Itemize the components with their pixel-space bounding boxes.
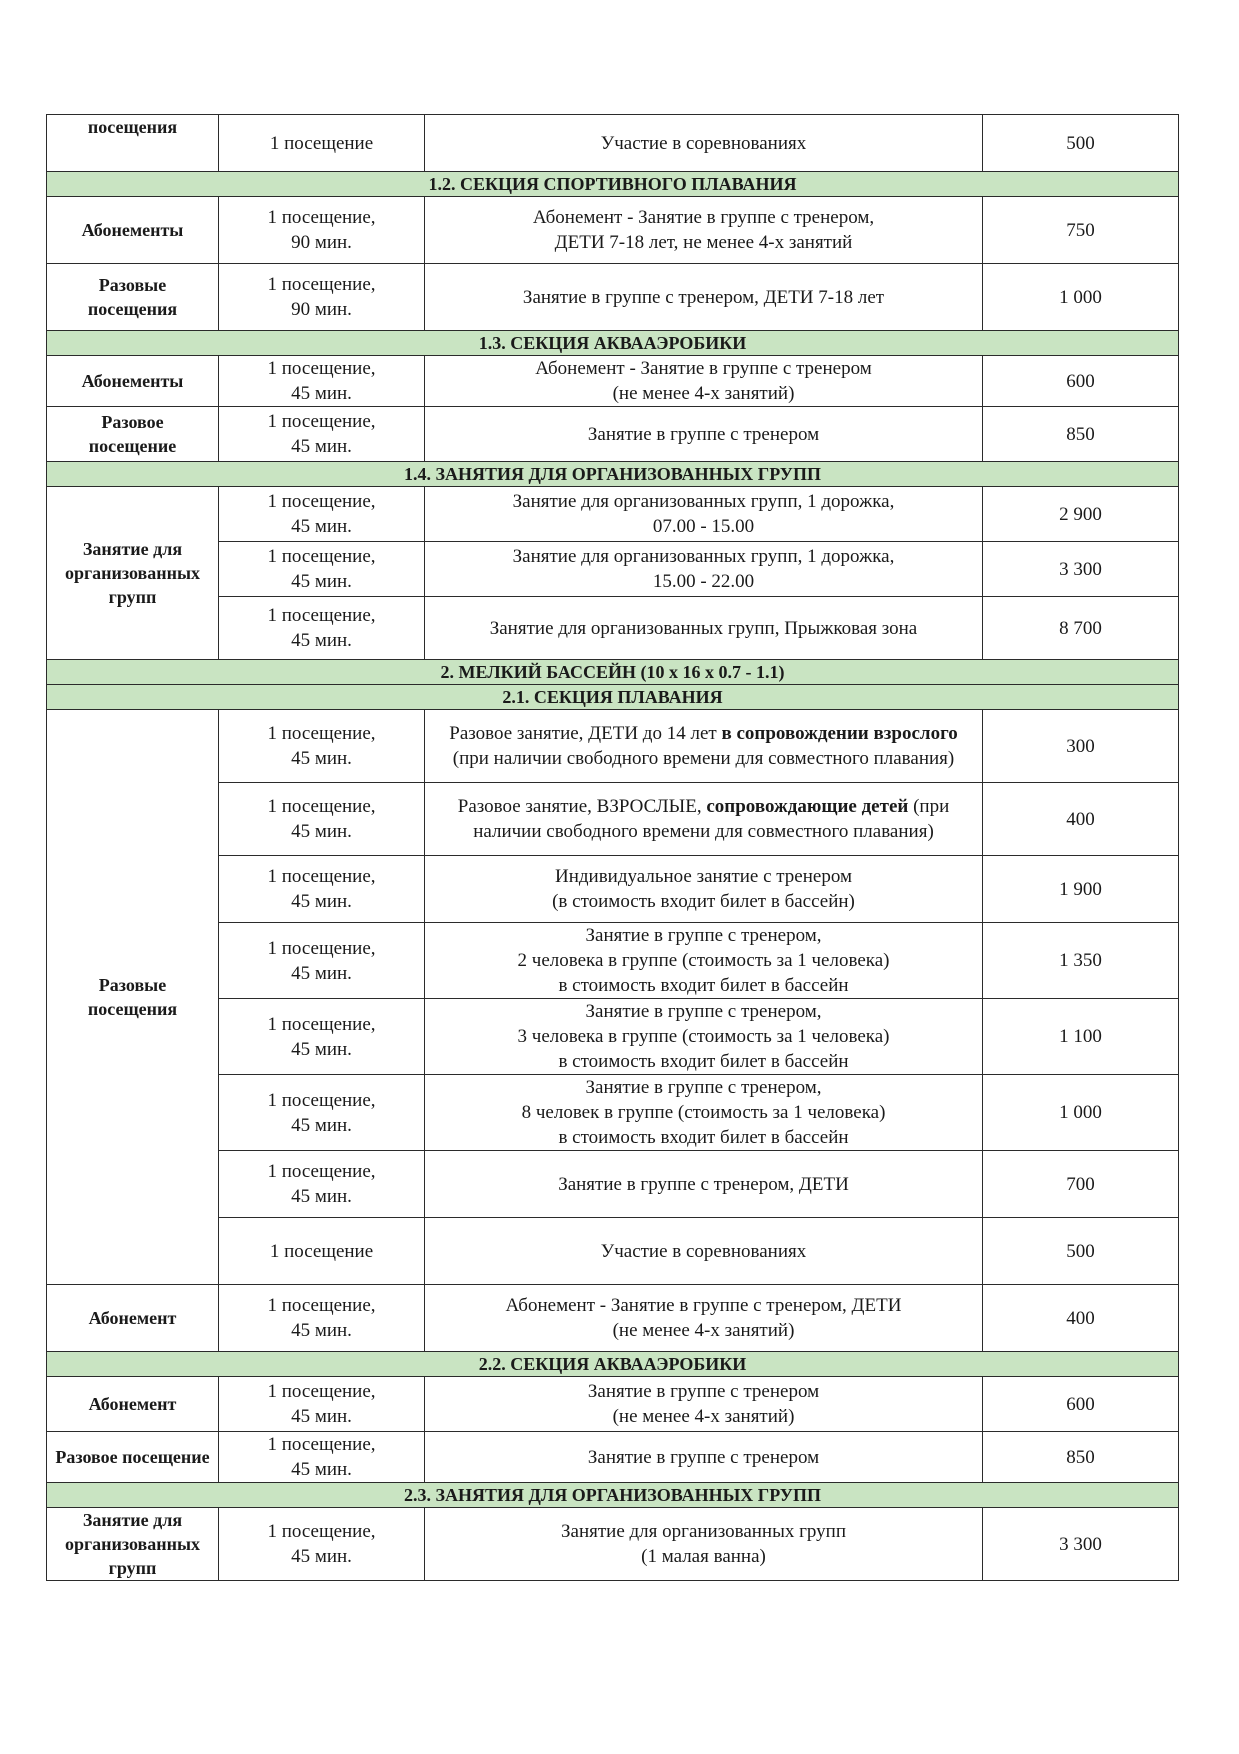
duration-cell: 1 посещение, 45 мин. [219,1377,425,1432]
section-header-row [47,1483,1179,1508]
price-cell: 1 900 [983,856,1179,923]
section-header-row [47,172,1179,197]
description-cell: Занятие в группе с тренером, 2 человека в группе (стоимость за 1 человека) в стоимость входит билет в бассейн [425,923,983,999]
section-header-row [47,1352,1179,1377]
category-cell: Абонементы [47,197,219,264]
category-cell: Занятие для организованных групп [47,1508,219,1581]
description-cell: Абонемент - Занятие в группе с тренером, ДЕТИ (не менее 4-х занятий) [425,1285,983,1352]
duration-cell: 1 посещение, 45 мин. [219,1508,425,1581]
section-header-row [47,660,1179,685]
price-cell: 1 000 [983,1075,1179,1151]
duration-cell: 1 посещение, 45 мин. [219,1285,425,1352]
price-cell: 1 100 [983,999,1179,1075]
category-cell: Разовые посещения [47,710,219,1285]
table-row [47,1508,1179,1581]
description-cell [425,783,983,856]
section-header-row [47,331,1179,356]
section-header: 2. МЕЛКИЙ БАССЕЙН (10 х 16 х 0.7 - 1.1) [47,660,1179,685]
price-cell: 3 300 [983,1508,1179,1581]
section-header: 1.3. СЕКЦИЯ АКВААЭРОБИКИ [47,331,1179,356]
description-cell: Занятие для организованных групп (1 малая ванна) [425,1508,983,1581]
duration-cell: 1 посещение, 45 мин. [219,710,425,783]
table-row [47,356,1179,407]
description-cell [425,710,983,783]
duration-cell: 1 посещение, 90 мин. [219,264,425,331]
section-header: 2.1. СЕКЦИЯ ПЛАВАНИЯ [47,685,1179,710]
description-text: Разовое занятие, ДЕТИ до 14 лет [449,723,722,744]
price-cell: 600 [983,356,1179,407]
price-cell: 850 [983,407,1179,462]
duration-cell: 1 посещение, 45 мин. [219,542,425,597]
price-cell: 400 [983,1285,1179,1352]
description-cell: Занятие в группе с тренером [425,1432,983,1483]
duration-cell: 1 посещение, 45 мин. [219,999,425,1075]
duration-cell: 1 посещение, 45 мин. [219,856,425,923]
duration-cell: 1 посещение, 45 мин. [219,783,425,856]
table-row [47,487,1179,542]
description-text: (при наличии свободного времени для совместного плавания) [473,796,950,842]
description-emphasis: сопровождающие детей [706,796,909,817]
duration-cell: 1 посещение, 45 мин. [219,597,425,660]
duration-cell: 1 посещение, 45 мин. [219,923,425,999]
description-cell: Занятие в группе с тренером [425,407,983,462]
section-header-row [47,462,1179,487]
price-table [46,114,1179,1581]
section-header: 2.2. СЕКЦИЯ АКВААЭРОБИКИ [47,1352,1179,1377]
price-cell: 700 [983,1151,1179,1218]
description-cell: Занятие в группе с тренером, 8 человек в группе (стоимость за 1 человека) в стоимость входит билет в бассейн [425,1075,983,1151]
description-cell: Занятие для организованных групп, 1 дорожка, 07.00 - 15.00 [425,487,983,542]
description-cell: Абонемент - Занятие в группе с тренером (не менее 4-х занятий) [425,356,983,407]
table-row [47,407,1179,462]
price-cell: 1 000 [983,264,1179,331]
description-cell: Участие в соревнованиях [425,115,983,172]
table-row [47,1377,1179,1432]
price-cell: 500 [983,115,1179,172]
table-row [47,197,1179,264]
price-cell: 500 [983,1218,1179,1285]
category-cell: Абонемент [47,1285,219,1352]
description-cell: Абонемент - Занятие в группе с тренером, ДЕТИ 7-18 лет, не менее 4-х занятий [425,197,983,264]
duration-cell: 1 посещение, 45 мин. [219,487,425,542]
description-cell: Занятие в группе с тренером (не менее 4-х занятий) [425,1377,983,1432]
description-cell: Занятие в группе с тренером, ДЕТИ [425,1151,983,1218]
description-cell: Занятие в группе с тренером, 3 человека в группе (стоимость за 1 человека) в стоимость входит билет в бассейн [425,999,983,1075]
description-emphasis: в сопровождении взрослого [721,723,958,744]
price-cell: 850 [983,1432,1179,1483]
description-cell: Индивидуальное занятие с тренером (в стоимость входит билет в бассейн) [425,856,983,923]
table-row [47,1285,1179,1352]
duration-cell: 1 посещение, 45 мин. [219,1151,425,1218]
category-cell: Занятие для организованных групп [47,487,219,660]
price-cell: 600 [983,1377,1179,1432]
price-cell: 1 350 [983,923,1179,999]
duration-cell: 1 посещение, 45 мин. [219,356,425,407]
duration-cell: 1 посещение [219,115,425,172]
table-row [47,115,1179,172]
description-cell: Участие в соревнованиях [425,1218,983,1285]
section-header-row [47,685,1179,710]
price-cell: 8 700 [983,597,1179,660]
category-cell: Абонемент [47,1377,219,1432]
category-cell: Абонементы [47,356,219,407]
price-cell: 750 [983,197,1179,264]
section-header: 1.4. ЗАНЯТИЯ ДЛЯ ОРГАНИЗОВАННЫХ ГРУПП [47,462,1179,487]
duration-cell: 1 посещение, 90 мин. [219,197,425,264]
category-cell: Разовое посещение [47,407,219,462]
description-text: Разовое занятие, ВЗРОСЛЫЕ, [457,796,707,817]
price-cell: 2 900 [983,487,1179,542]
section-header: 2.3. ЗАНЯТИЯ ДЛЯ ОРГАНИЗОВАННЫХ ГРУПП [47,1483,1179,1508]
price-cell: 400 [983,783,1179,856]
description-cell: Занятие для организованных групп, 1 дорожка, 15.00 - 22.00 [425,542,983,597]
section-header: 1.2. СЕКЦИЯ СПОРТИВНОГО ПЛАВАНИЯ [47,172,1179,197]
description-cell: Занятие для организованных групп, Прыжковая зона [425,597,983,660]
duration-cell: 1 посещение [219,1218,425,1285]
description-cell: Занятие в группе с тренером, ДЕТИ 7-18 лет [425,264,983,331]
table-row [47,710,1179,783]
price-cell: 3 300 [983,542,1179,597]
duration-cell: 1 посещение, 45 мин. [219,407,425,462]
category-cell: Разовое посещение [47,1432,219,1483]
category-cell: посещения [47,115,219,172]
table-row [47,264,1179,331]
table-row [47,1432,1179,1483]
duration-cell: 1 посещение, 45 мин. [219,1432,425,1483]
description-text: (при наличии свободного времени для совместного плавания) [452,748,955,769]
category-cell: Разовые посещения [47,264,219,331]
duration-cell: 1 посещение, 45 мин. [219,1075,425,1151]
price-cell: 300 [983,710,1179,783]
